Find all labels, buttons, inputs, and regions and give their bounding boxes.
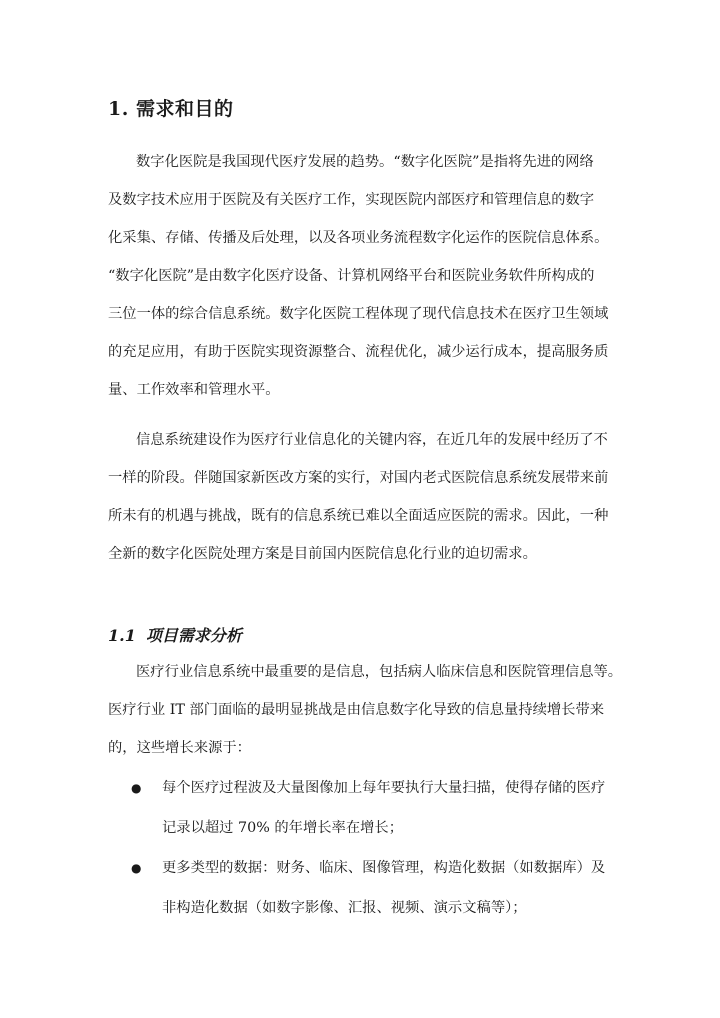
paragraph-line: 数字化医院是我国现代医疗发展的趋势。“数字化医院”是指将先进的网络 — [136, 154, 594, 170]
paragraph-line: 及数字技术应用于医院及有关医疗工作，实现医院内部医疗和管理信息的数字 — [108, 192, 595, 208]
paragraph-line: 一样的阶段。伴随国家新医改方案的实行，对国内老式医院信息系统发展带来前 — [108, 470, 609, 486]
paragraph-line: 信息系统建设作为医疗行业信息化的关键内容，在近几年的发展中经历了不 — [136, 432, 608, 448]
bullet-line: 更多类型的数据：财务、临床、图像管理，构造化数据（如数据库）及 — [162, 860, 606, 876]
paragraph-line: 医疗行业 IT 部门面临的最明显挑战是由信息数字化导致的信息量持续增长带来 — [108, 702, 605, 718]
bullet-marker: ● — [131, 861, 142, 875]
paragraph-line: 量、工作效率和管理水平。 — [108, 382, 280, 398]
bullet-line: 非构造化数据（如数字影像、汇报、视频、演示文稿等）； — [162, 900, 527, 916]
paragraph-line: 三位一体的综合信息系统。数字化医院工程体现了现代信息技术在医疗卫生领域 — [108, 306, 609, 322]
bullet-marker: ● — [131, 781, 142, 795]
bullet-line: 每个医疗过程波及大量图像加上每年要执行大量扫描，使得存储的医疗 — [162, 780, 606, 796]
subsection-heading — [108, 623, 242, 646]
section-heading: 1. 需求和目的 — [108, 98, 234, 120]
subsection-title: 项目需求分析 — [145, 626, 242, 645]
paragraph-line: “数字化医院”是由数字化医疗设备、计算机网络平台和医院业务软件所构成的 — [108, 268, 595, 284]
subsection-number: 1.1 — [108, 626, 136, 645]
paragraph-line: 的，这些增长来源于： — [108, 740, 251, 756]
paragraph-line: 化采集、存储、传播及后处理，以及各项业务流程数字化运作的医院信息体系。 — [108, 230, 609, 246]
paragraph-line: 全新的数字化医院处理方案是目前国内医院信息化行业的迫切需求。 — [108, 546, 537, 562]
bullet-line: 记录以超过 70% 的年增长率在增长； — [162, 820, 404, 836]
paragraph-line: 的充足应用，有助于医院实现资源整合、流程优化，减少运行成本，提高服务质 — [108, 344, 609, 360]
paragraph-line: 所未有的机遇与挑战，既有的信息系统已难以全面适应医院的需求。因此，一种 — [108, 508, 609, 524]
paragraph-line: 医疗行业信息系统中最重要的是信息，包括病人临床信息和医院管理信息等。 — [136, 664, 623, 680]
